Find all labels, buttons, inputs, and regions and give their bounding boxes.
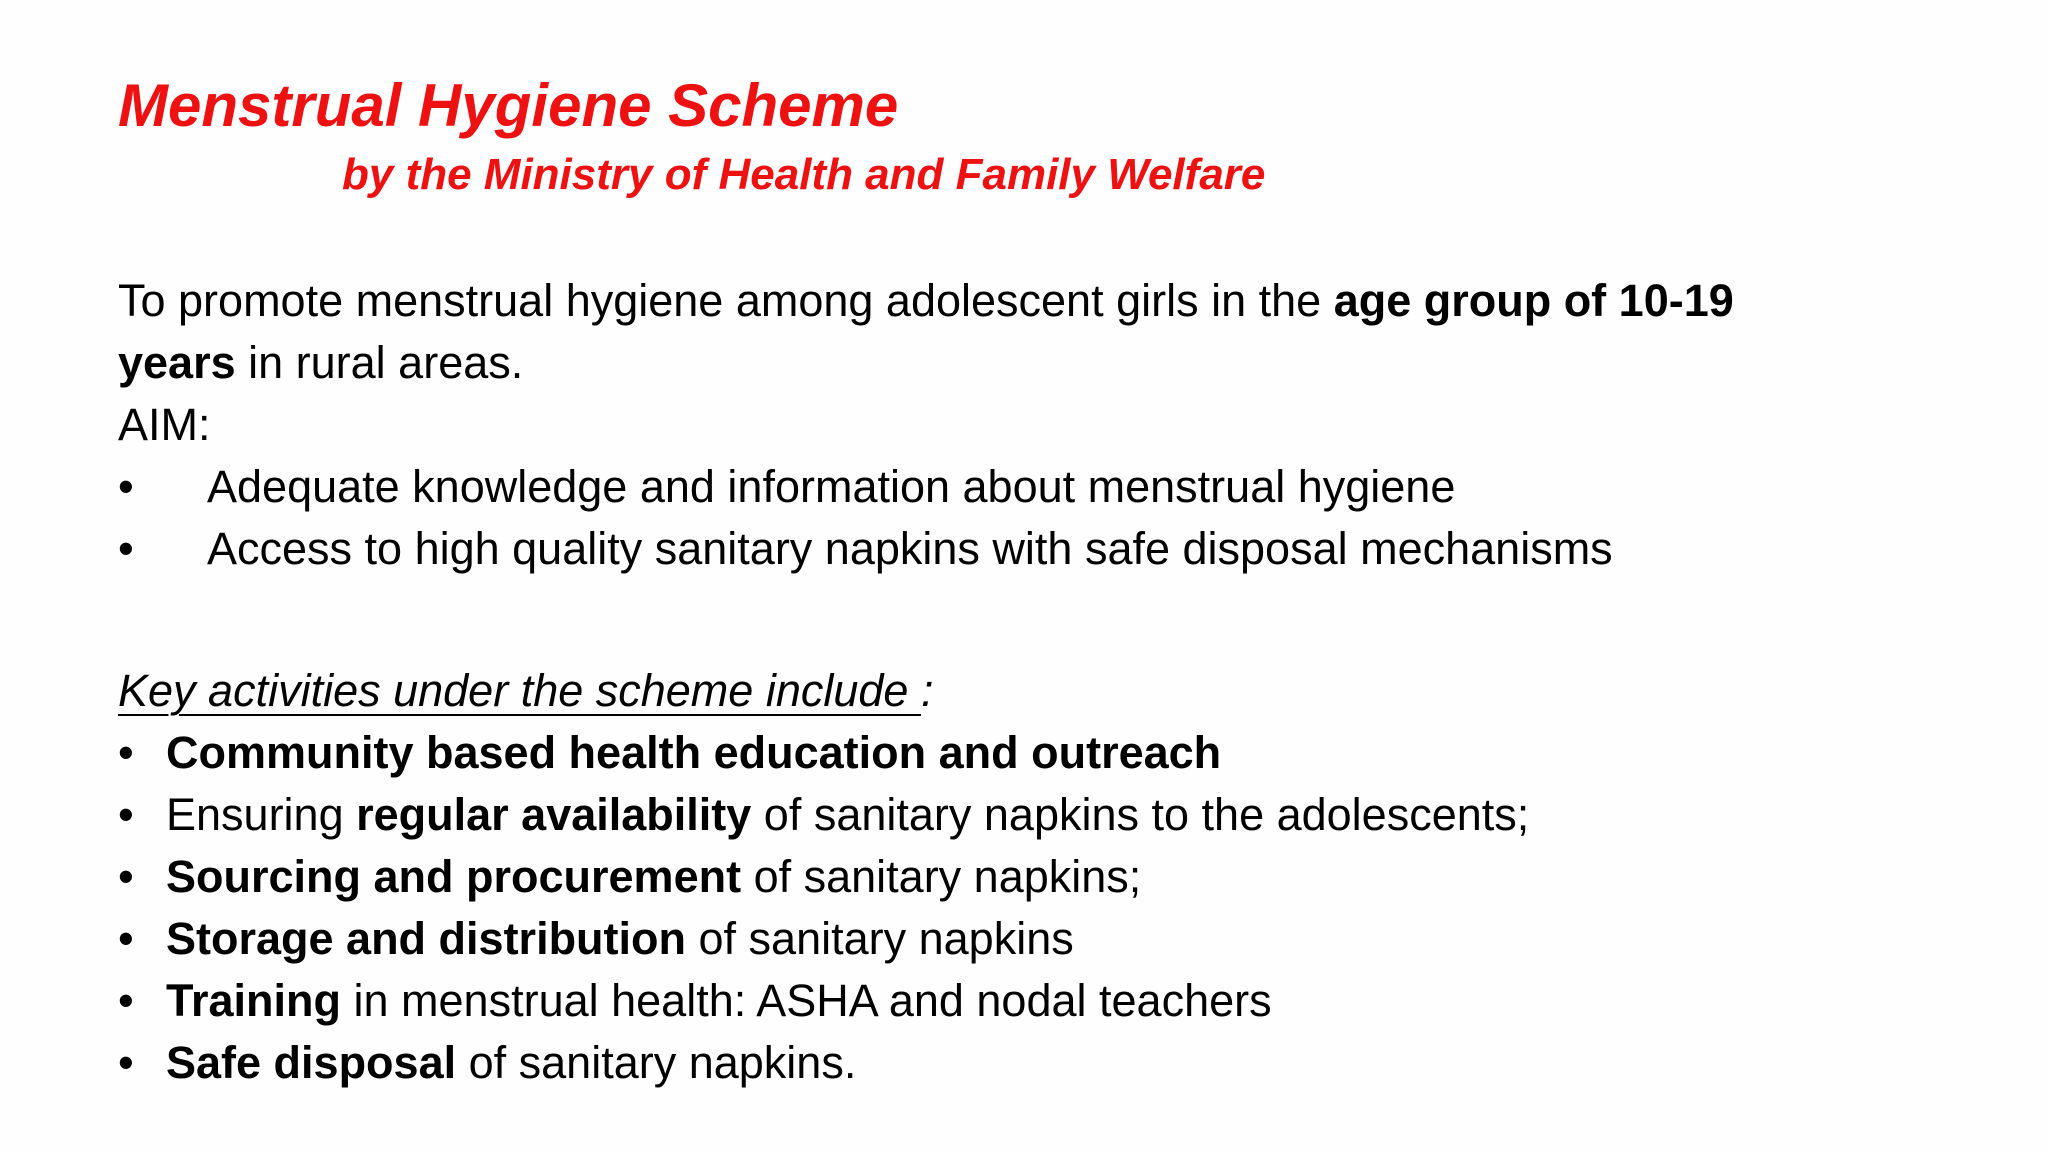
slide-title: Menstrual Hygiene Scheme [118, 72, 899, 139]
key-activity-item [118, 908, 1878, 970]
intro-block [118, 270, 1878, 580]
bullet-icon: • [118, 913, 134, 964]
key-activity-bold: Training [166, 975, 342, 1026]
aim-label: AIM: [118, 399, 211, 450]
aim-item [118, 456, 1878, 518]
intro-text-start: To promote menstrual hygiene among adolescent girls in the [118, 275, 1334, 326]
intro-paragraph [118, 270, 1878, 394]
key-activities-heading-text: Key activities under the scheme include [118, 665, 921, 716]
key-activity-item [118, 1032, 1878, 1094]
key-activity-bold: Sourcing and procurement [166, 851, 742, 902]
bullet-icon: • [118, 461, 134, 512]
bullet-icon: • [118, 523, 134, 574]
aim-item-text: Adequate knowledge and information about menstrual hygiene [207, 461, 1456, 512]
bullet-icon: • [118, 975, 134, 1026]
bullet-icon: • [118, 789, 134, 840]
intro-years: years [118, 337, 236, 388]
aim-item [118, 518, 1878, 580]
key-activity-item [118, 970, 1878, 1032]
key-activity-item [118, 784, 1878, 846]
bullet-icon: • [118, 851, 134, 902]
key-activity-rest: of sanitary napkins; [741, 851, 1142, 902]
key-activity-bold: Storage and distribution [166, 913, 687, 964]
key-activities-heading [118, 660, 1878, 722]
slide-subtitle: by the Ministry of Health and Family Welfare [342, 150, 1266, 199]
key-activity-item [118, 846, 1878, 908]
key-activity-pre: Ensuring [166, 789, 357, 840]
intro-age-group: age group of 10-19 [1333, 275, 1734, 326]
key-activity-item [118, 722, 1878, 784]
bullet-icon: • [118, 1037, 134, 1088]
key-activity-bold: regular availability [356, 789, 752, 840]
key-activity-bold: Community based health education and outreach [166, 727, 1222, 778]
key-activity-rest: of sanitary napkins to the adolescents; [751, 789, 1530, 840]
aim-list [118, 456, 1878, 580]
intro-text-end: in rural areas. [235, 337, 524, 388]
aim-item-text: Access to high quality sanitary napkins with safe disposal mechanisms [207, 523, 1613, 574]
key-activity-bold: Safe disposal [166, 1037, 457, 1088]
key-activity-rest: in menstrual health: ASHA and nodal teachers [341, 975, 1272, 1026]
key-activities-list [118, 722, 1878, 1094]
key-activity-rest: of sanitary napkins [686, 913, 1074, 964]
key-activities-block [118, 660, 1878, 1094]
key-activities-colon: : [920, 665, 934, 716]
bullet-icon: • [118, 727, 134, 778]
key-activity-rest: of sanitary napkins. [456, 1037, 857, 1088]
